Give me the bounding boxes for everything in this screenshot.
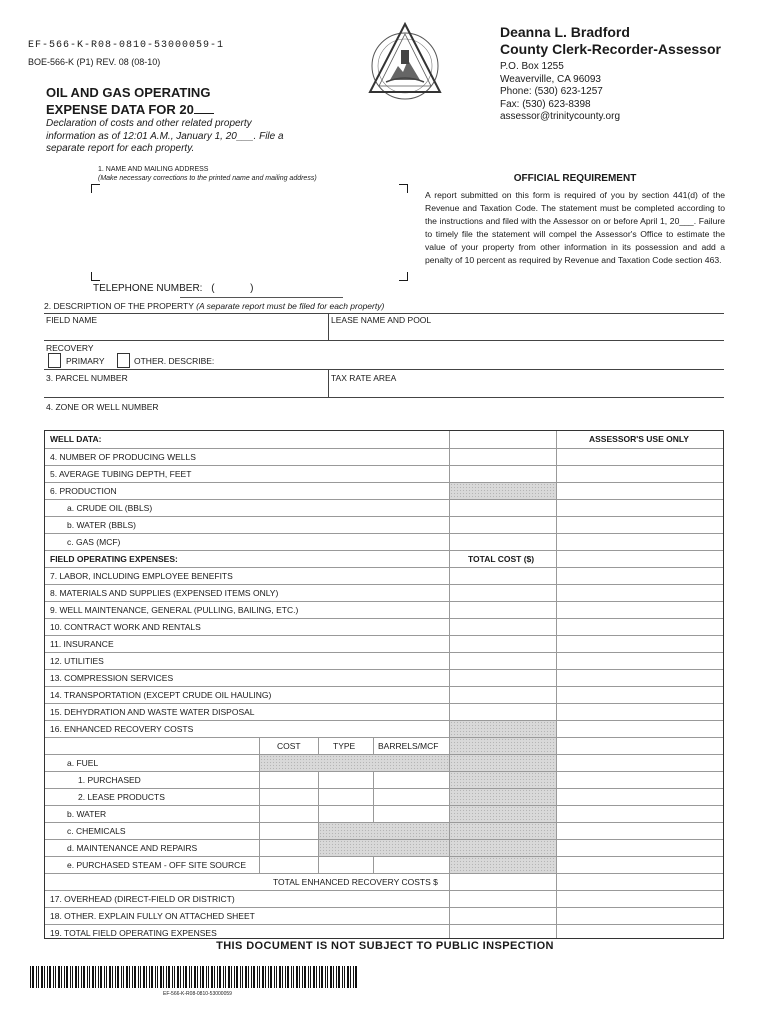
row-label: 17. OVERHEAD (DIRECT-FIELD OR DISTRICT) [50,894,235,904]
table-row[interactable] [45,448,723,465]
telephone-field[interactable] [93,283,254,294]
row-label: 10. CONTRACT WORK AND RENTALS [50,622,201,632]
barcode-icon [30,966,358,988]
recovery-label: RECOVERY [46,343,94,353]
shaded-cell [450,840,556,856]
zone-well-label: 4. ZONE OR WELL NUMBER [46,402,159,412]
declaration-text: Declaration of costs and other related property information as of 12:01 A.M., January 1, 20___. File a separate report for each property. [46,118,284,154]
property-section-title: 2. DESCRIPTION OF THE PROPERTY [44,301,194,311]
cost-column-header: COST [277,741,301,751]
row-label: 5. AVERAGE TUBING DEPTH, FEET [50,469,192,479]
property-section-note: (A separate report must be filed for each property) [196,301,385,311]
table-row[interactable] [45,907,723,924]
title-line-2: EXPENSE DATA FOR 20 [46,102,194,117]
assessor-contact [500,24,740,124]
row-label: b. WATER (BBLS) [67,520,136,530]
divider [328,313,329,340]
shaded-cell [450,755,556,771]
total-recovery-label: TOTAL ENHANCED RECOVERY COSTS $ [273,877,438,887]
address-corner-top-left [91,184,100,193]
year-blank [194,101,214,114]
table-row[interactable] [45,805,723,822]
assessor-office: County Clerk-Recorder-Assessor [500,41,721,57]
row-label: c. CHEMICALS [67,826,126,836]
confidentiality-notice: THIS DOCUMENT IS NOT SUBJECT TO PUBLIC INSPECTION [216,940,554,952]
row-label: b. WATER [67,809,107,819]
table-row[interactable] [45,686,723,703]
other-checkbox[interactable] [117,353,130,368]
form-revision: BOE-566-K (P1) REV. 08 (08-10) [28,57,161,67]
shaded-cell [450,806,556,822]
lease-name-label: LEASE NAME AND POOL [331,315,432,325]
table-row[interactable] [45,516,723,533]
primary-label: PRIMARY [66,356,105,366]
divider [328,369,329,397]
row-label: c. GAS (MCF) [67,537,121,547]
shaded-cell [450,721,556,737]
shaded-cell [450,789,556,805]
row-label: 6. PRODUCTION [50,486,117,496]
table-row[interactable] [45,890,723,907]
form-title [46,84,214,118]
telephone-paren-close: ) [250,283,254,294]
row-label: 13. COMPRESSION SERVICES [50,673,174,683]
address-note: (Make necessary corrections to the printed name and mailing address) [98,175,317,182]
row-label: 15. DEHYDRATION AND WASTE WATER DISPOSAL [50,707,255,717]
divider [44,340,724,341]
assessor-city: Weaverville, CA 96093 [500,73,601,85]
table-row[interactable] [45,652,723,669]
table-row[interactable] [45,465,723,482]
other-describe-label: OTHER. DESCRIBE: [134,356,215,366]
total-cost-heading: TOTAL COST ($) [468,554,535,564]
divider [44,369,724,370]
table-row[interactable] [45,601,723,618]
shaded-cell [450,823,556,839]
table-row[interactable] [45,856,723,873]
row-label: 16. ENHANCED RECOVERY COSTS [50,724,194,734]
field-expenses-heading: FIELD OPERATING EXPENSES: [50,554,178,564]
barcode-text: EF-566-K-R08-0810-53000059 [163,991,232,997]
row-label: 7. LABOR, INCLUDING EMPLOYEE BENEFITS [50,571,233,581]
row-label: 2. LEASE PRODUCTS [78,792,165,802]
field-name-label: FIELD NAME [46,315,98,325]
telephone-label: TELEPHONE NUMBER: [93,283,203,294]
address-label-text: 1. NAME AND MAILING ADDRESS [98,166,209,173]
table-row[interactable] [45,822,723,839]
assessors-use-heading: ASSESSOR'S USE ONLY [589,434,689,444]
property-section-label [44,301,384,311]
table-row[interactable] [45,720,723,737]
assessor-email[interactable]: assessor@trinitycounty.org [500,111,621,122]
table-row[interactable] [45,499,723,516]
primary-checkbox[interactable] [48,353,61,368]
table-row[interactable] [45,754,723,771]
shaded-cell [319,840,449,856]
row-label: 12. UTILITIES [50,656,104,666]
table-row[interactable] [45,839,723,856]
address-corner-top-right [399,184,408,193]
row-label: 8. MATERIALS AND SUPPLIES (EXPENSED ITEMS ONLY) [50,588,279,598]
table-row[interactable] [45,924,723,941]
row-label: 11. INSURANCE [50,639,114,649]
table-row [45,737,723,754]
title-line-1: OIL AND GAS OPERATING [46,85,211,100]
address-corner-bottom-left [91,272,100,281]
assessor-name: Deanna L. Bradford [500,24,630,40]
table-row[interactable] [45,618,723,635]
shaded-cell [260,755,449,771]
row-label: 19. TOTAL FIELD OPERATING EXPENSES [50,928,217,938]
requirement-title: OFFICIAL REQUIREMENT [513,173,637,184]
assessor-fax: Fax: (530) 623-8398 [500,98,591,110]
barrels-column-header: BARRELS/MCF [378,741,439,751]
table-row[interactable] [45,584,723,601]
row-label: e. PURCHASED STEAM - OFF SITE SOURCE [67,860,246,870]
parcel-number-label: 3. PARCEL NUMBER [46,373,128,383]
type-column-header: TYPE [333,741,356,751]
row-label: d. MAINTENANCE AND REPAIRS [67,843,198,853]
telephone-paren-open: ( [211,283,215,294]
row-label: a. CRUDE OIL (BBLS) [67,503,153,513]
well-data-heading: WELL DATA: [50,434,102,444]
shaded-cell [450,483,556,499]
table-row[interactable] [45,873,723,890]
table-row[interactable] [45,567,723,584]
table-row[interactable] [45,788,723,805]
shaded-cell [450,857,556,873]
row-label: 14. TRANSPORTATION (EXCEPT CRUDE OIL HAULING) [50,690,272,700]
form-id: EF-566-K-R08-0810-53000059-1 [28,40,225,51]
address-corner-bottom-right [399,272,408,281]
table-row[interactable] [45,669,723,686]
table-row [45,550,723,567]
row-label: 1. PURCHASED [78,775,141,785]
assessor-po-box: P.O. Box 1255 [500,61,564,72]
table-row[interactable] [45,703,723,720]
tax-rate-area-label: TAX RATE AREA [331,373,397,383]
requirement-text: A report submitted on this form is required of you by section 441(d) of the Revenue and Taxation Code. The statement must be completed according to the instructions and filed with the Assessor on or before April 1, 20___. Failure to timely file the statement will compel the Assessor's Office to estimate the value of your property from other information in its possession and add a penalty of 10 percent as required by Revenue and Taxation Code section 463. [425,190,725,265]
county-seal-icon [368,22,442,104]
shaded-cell [450,738,556,754]
table-row [45,431,723,448]
row-label: 18. OTHER. EXPLAIN FULLY ON ATTACHED SHEET [50,911,255,921]
table-row[interactable] [45,635,723,652]
row-label: 9. WELL MAINTENANCE, GENERAL (PULLING, BAILING, ETC.) [50,605,299,615]
telephone-underline [180,297,343,298]
table-row[interactable] [45,533,723,550]
table-row[interactable] [45,771,723,788]
table-row[interactable] [45,482,723,499]
shaded-cell [319,823,449,839]
row-label: a. FUEL [67,758,99,768]
assessor-phone: Phone: (530) 623-1257 [500,86,603,97]
divider [44,313,724,314]
divider [44,397,724,398]
address-label [98,165,317,183]
well-data-table [44,430,724,939]
shaded-cell [450,772,556,788]
row-label: 4. NUMBER OF PRODUCING WELLS [50,452,196,462]
